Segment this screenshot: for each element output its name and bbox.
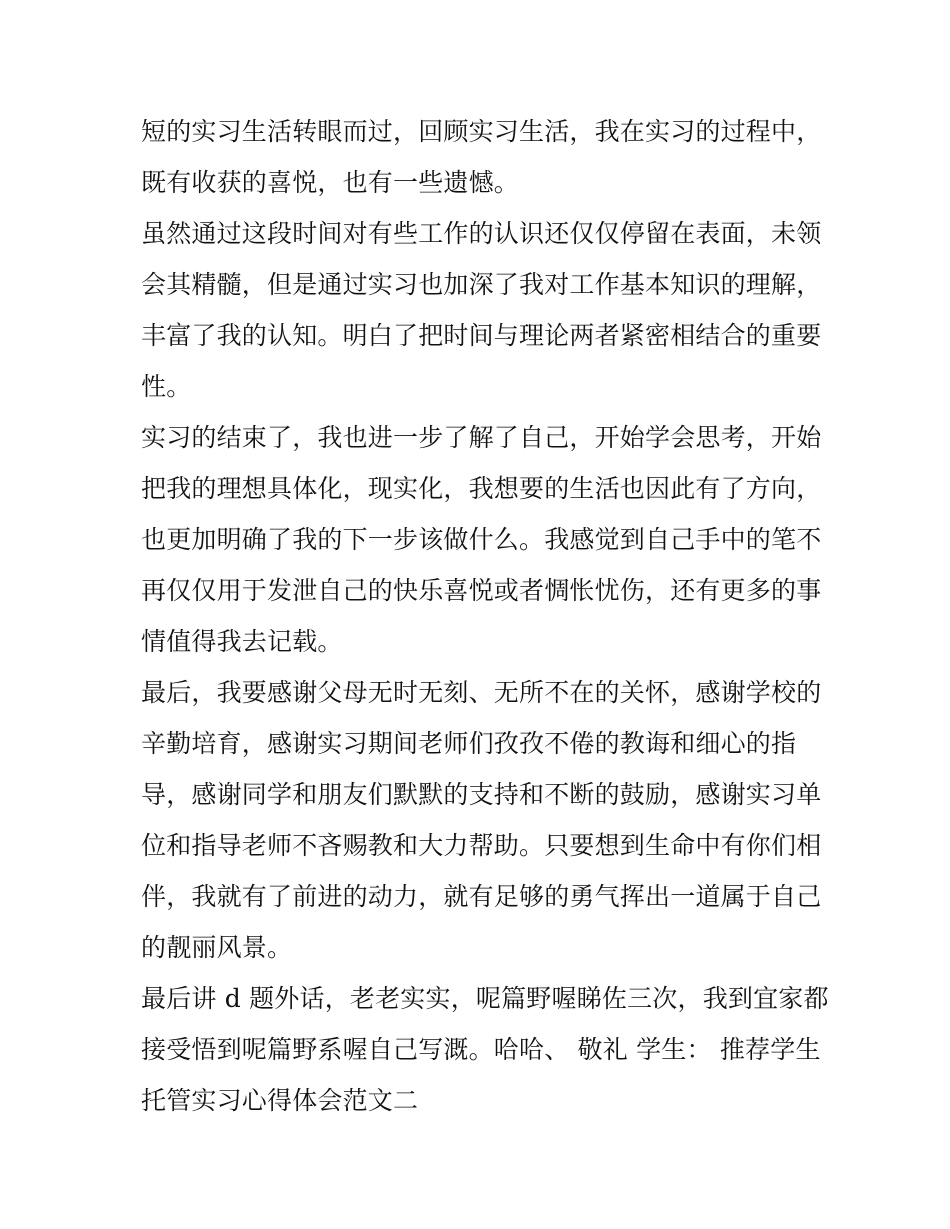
text-line: 也更加明确了我的下一步该做什么。我感觉到自己手中的笔不 (141, 525, 822, 554)
text-line: 把我的理想具体化，现实化，我想要的生活也因此有了方向， (141, 474, 822, 503)
text-line: 导，感谢同学和朋友们默默的支持和不断的鼓励，感谢实习单 (141, 780, 822, 809)
text-line: 辛勤培育，感谢实习期间老师们孜孜不倦的教诲和细心的指 (141, 729, 797, 758)
text-line: 性。 (141, 372, 192, 401)
text-line: 情值得我去记载。 (141, 627, 343, 656)
text-line: 短的实习生活转眼而过，回顾实习生活，我在实习的过程中， (141, 117, 822, 146)
text-line: 既有收获的喜悦，也有一些遗憾。 (141, 168, 520, 197)
document-body (141, 106, 829, 1126)
text-line: 最后讲 d 题外话，老老实实，呢篇野喔睇佐三次，我到宜家都 (141, 984, 829, 1013)
text-line: 托管实习心得体会范文二 (141, 1086, 419, 1115)
text-line: 会其精髓，但是通过实习也加深了我对工作基本知识的理解， (141, 270, 822, 299)
text-line: 实习的结束了，我也进一步了解了自己，开始学会思考，开始 (141, 423, 822, 452)
text-line: 最后，我要感谢父母无时无刻、无所不在的关怀，感谢学校的 (141, 678, 822, 707)
text-line: 伴，我就有了前进的动力，就有足够的勇气挥出一道属于自己 (141, 882, 822, 911)
text-line: 虽然通过这段时间对有些工作的认识还仅仅停留在表面，未领 (141, 219, 822, 248)
text-line: 的靓丽风景。 (141, 933, 293, 962)
text-line: 接受悟到呢篇野系喔自己写溉。哈哈、 敬礼 学生： 推荐学生 (141, 1035, 821, 1064)
text-line: 位和指导老师不吝赐教和大力帮助。只要想到生命中有你们相 (141, 831, 822, 860)
text-line: 丰富了我的认知。明白了把时间与理论两者紧密相结合的重要 (141, 321, 822, 350)
text-line: 再仅仅用于发泄自己的快乐喜悦或者惆怅忧伤，还有更多的事 (141, 576, 822, 605)
